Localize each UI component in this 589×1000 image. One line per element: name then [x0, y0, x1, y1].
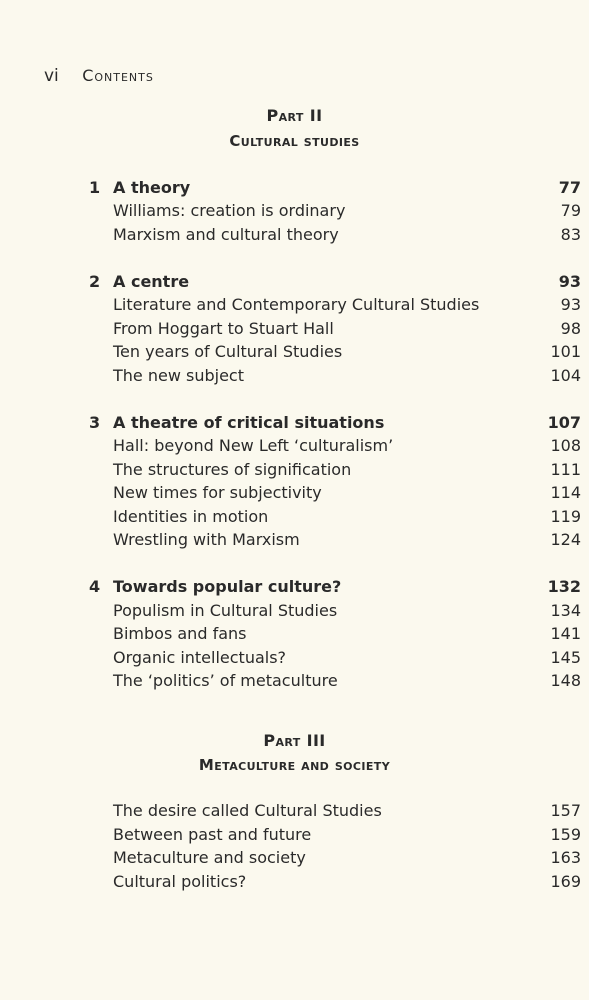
section-page: 163	[550, 848, 581, 867]
section-page: 108	[550, 436, 581, 455]
section-title: The desire called Cultural Studies	[113, 801, 382, 820]
section-page: 157	[550, 801, 581, 820]
toc-section	[0, 671, 589, 693]
toc-chapter	[0, 577, 589, 599]
section-title: Marxism and cultural theory	[113, 225, 339, 244]
chapter-number: 3	[89, 413, 101, 432]
section-page: 134	[550, 601, 581, 620]
section-page: 101	[550, 342, 581, 361]
toc-section	[0, 825, 589, 847]
section-title: Metaculture and society	[113, 848, 306, 867]
chapter-number: 4	[89, 577, 101, 596]
toc-section	[0, 507, 589, 529]
toc-section	[0, 225, 589, 247]
toc-section	[0, 201, 589, 223]
chapter-title: A theatre of critical situations	[113, 413, 385, 432]
section-title: Populism in Cultural Studies	[113, 601, 338, 620]
toc-section	[0, 648, 589, 670]
section-title: Bimbos and fans	[113, 624, 247, 643]
section-title: New times for subjectivity	[113, 483, 322, 502]
section-page: 119	[550, 507, 581, 526]
section-title: From Hoggart to Stuart Hall	[113, 319, 334, 338]
section-page: 141	[550, 624, 581, 643]
section-title: The ‘politics’ of metaculture	[113, 671, 338, 690]
section-page: 114	[550, 483, 581, 502]
section-title: Organic intellectuals?	[113, 648, 287, 667]
toc-section	[0, 801, 589, 823]
chapter-title: A theory	[113, 178, 191, 197]
section-title: Between past and future	[113, 825, 312, 844]
part-3-title: Metaculture and society	[198, 756, 391, 774]
chapter-page: 132	[547, 577, 581, 596]
toc-section	[0, 872, 589, 894]
section-title: Identities in motion	[113, 507, 269, 526]
toc-section	[0, 483, 589, 505]
section-title: Williams: creation is ordinary	[113, 201, 346, 220]
section-page: 148	[550, 671, 581, 690]
toc-section	[0, 319, 589, 341]
section-page: 98	[560, 319, 581, 338]
section-page: 93	[560, 295, 581, 314]
toc-section	[0, 848, 589, 870]
section-page: 169	[550, 872, 581, 891]
chapter-page: 93	[558, 272, 581, 291]
toc-section	[0, 436, 589, 458]
section-title: Cultural politics?	[113, 872, 247, 891]
chapter-title: A centre	[113, 272, 190, 291]
page-folio: vi	[44, 66, 59, 86]
section-title: The structures of signification	[113, 460, 352, 479]
section-page: 145	[550, 648, 581, 667]
chapter-number: 2	[89, 272, 101, 291]
toc-section	[0, 366, 589, 388]
section-page: 83	[560, 225, 581, 244]
part-3-label: Part III	[263, 731, 326, 750]
chapter-page: 77	[558, 178, 581, 197]
part-2-label: Part II	[266, 106, 323, 125]
section-page: 159	[550, 825, 581, 844]
section-title: Wrestling with Marxism	[113, 530, 300, 549]
section-title: Literature and Contemporary Cultural Studies	[113, 295, 480, 314]
section-page: 124	[550, 530, 581, 549]
toc-section	[0, 530, 589, 552]
section-title: The new subject	[113, 366, 244, 385]
toc-section	[0, 460, 589, 482]
running-head	[44, 66, 154, 86]
toc-section	[0, 342, 589, 364]
toc-chapter	[0, 413, 589, 435]
chapter-page: 107	[547, 413, 581, 432]
section-page: 79	[560, 201, 581, 220]
chapter-title: Towards popular culture?	[113, 577, 342, 596]
toc-section	[0, 601, 589, 623]
section-title: Ten years of Cultural Studies	[113, 342, 343, 361]
section-page: 104	[550, 366, 581, 385]
part-2-title: Cultural studies	[229, 132, 360, 150]
toc-section	[0, 624, 589, 646]
section-title: Hall: beyond New Left ‘culturalism’	[113, 436, 394, 455]
toc-chapter	[0, 272, 589, 294]
running-head-title: Contents	[82, 66, 154, 85]
chapter-number: 1	[89, 178, 101, 197]
toc-chapter	[0, 178, 589, 200]
toc-section	[0, 295, 589, 317]
section-page: 111	[550, 460, 581, 479]
